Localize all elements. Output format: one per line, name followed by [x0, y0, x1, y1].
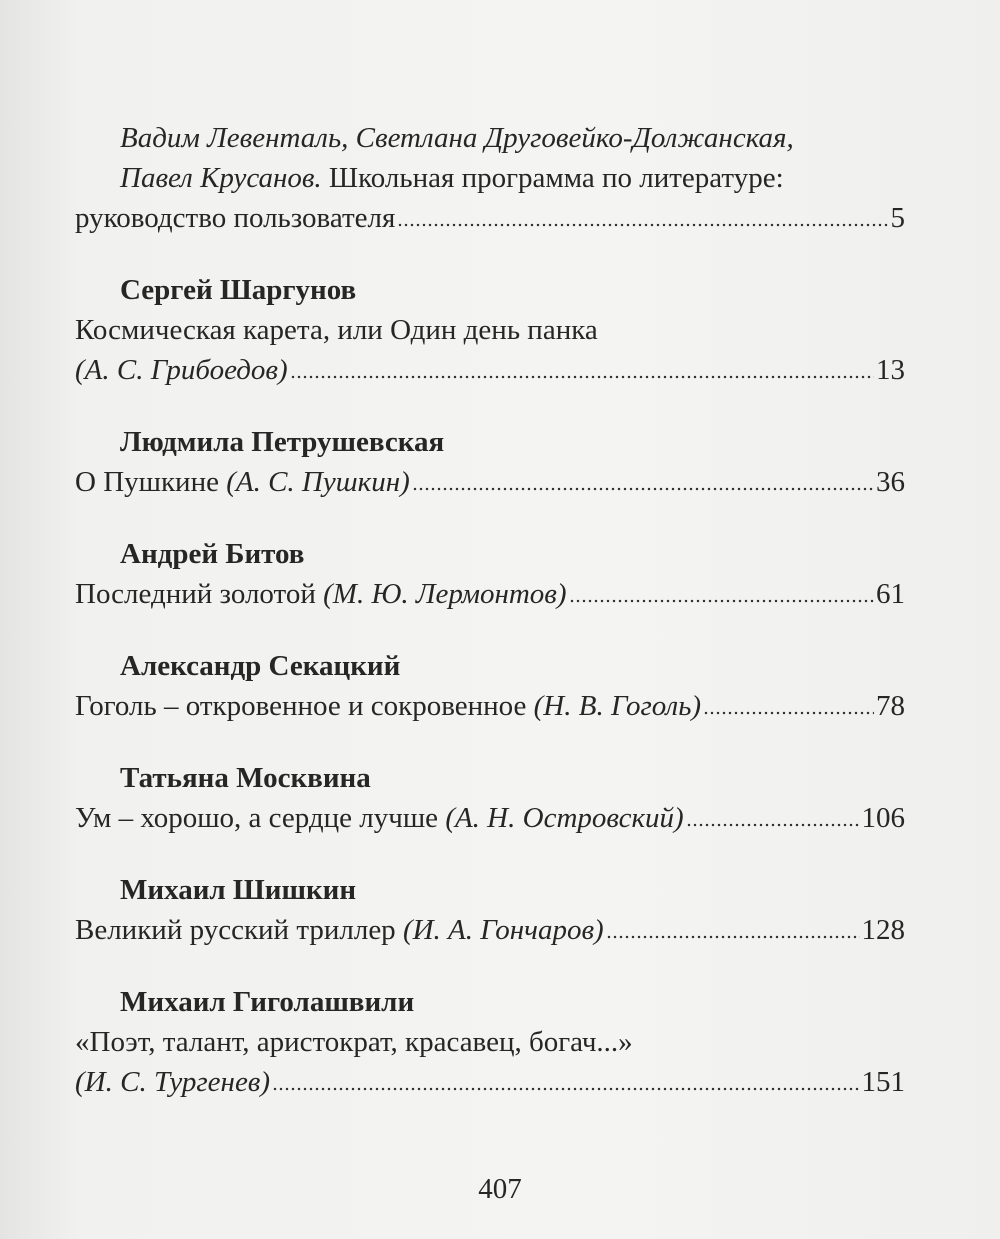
entry-subject: (М. Ю. Лермонтов): [323, 578, 567, 610]
entry-page: 151: [861, 1066, 905, 1098]
page-number: 407: [478, 1173, 522, 1205]
entry-subject: (И. С. Тургенев): [75, 1066, 271, 1098]
entry-title: О Пушкине: [75, 466, 227, 498]
entry-title: Ум – хорошо, а сердце лучше: [75, 802, 446, 834]
entry-page: 5: [890, 202, 905, 234]
entry-subject: (Н. В. Гоголь): [533, 690, 702, 722]
entry-author: Андрей Битов: [120, 538, 305, 570]
dot-leader: [397, 223, 888, 227]
dot-leader: [686, 823, 860, 827]
entry-subject: (А. Н. Островский): [445, 802, 684, 834]
toc-entry-intro: [75, 118, 905, 238]
entry-title: Великий русский триллер: [75, 914, 403, 946]
entry-author: Александр Секацкий: [120, 650, 401, 682]
toc-entry: [75, 270, 905, 390]
dot-leader: [290, 375, 874, 379]
dot-leader: [272, 1087, 859, 1091]
dot-leader: [606, 935, 860, 939]
entry-title: руководство пользователя: [75, 202, 396, 234]
entry-author: Михаил Гиголашвили: [120, 986, 415, 1018]
entry-title: Космическая карета, или Один день панка: [75, 314, 598, 346]
entry-subject: (А. С. Пушкин): [226, 466, 410, 498]
entry-authors: Павел Крусанов.: [120, 162, 322, 194]
toc-entry: [75, 758, 905, 838]
toc-entry: [75, 534, 905, 614]
entry-subject: (А. С. Грибоедов): [75, 354, 288, 386]
entry-author: Людмила Петрушевская: [120, 426, 445, 458]
entry-page: 61: [876, 578, 905, 610]
entry-title: Школьная программа по литературе:: [321, 162, 784, 194]
dot-leader: [412, 487, 874, 491]
entry-author: Татьяна Москвина: [120, 762, 371, 794]
entry-author: Михаил Шишкин: [120, 874, 357, 906]
dot-leader: [703, 711, 874, 715]
entry-page: 36: [876, 466, 905, 498]
entry-title: Гоголь – откровенное и сокровенное: [75, 690, 534, 722]
entry-page: 78: [876, 690, 905, 722]
entry-subject: (И. А. Гончаров): [402, 914, 604, 946]
toc-entry: [75, 422, 905, 502]
entry-page: 13: [876, 354, 905, 386]
table-of-contents: [75, 118, 905, 1134]
entry-page: 128: [861, 914, 905, 946]
entry-author: Сергей Шаргунов: [120, 274, 357, 306]
toc-entry: [75, 870, 905, 950]
toc-entry: [75, 982, 905, 1102]
toc-entry: [75, 646, 905, 726]
entry-title: «Поэт, талант, аристократ, красавец, богач...»: [75, 1026, 633, 1058]
entry-authors: Вадим Левенталь, Светлана Друговейко-Должанская,: [120, 122, 794, 154]
dot-leader: [569, 599, 874, 603]
entry-title: Последний золотой: [75, 578, 324, 610]
entry-page: 106: [861, 802, 905, 834]
